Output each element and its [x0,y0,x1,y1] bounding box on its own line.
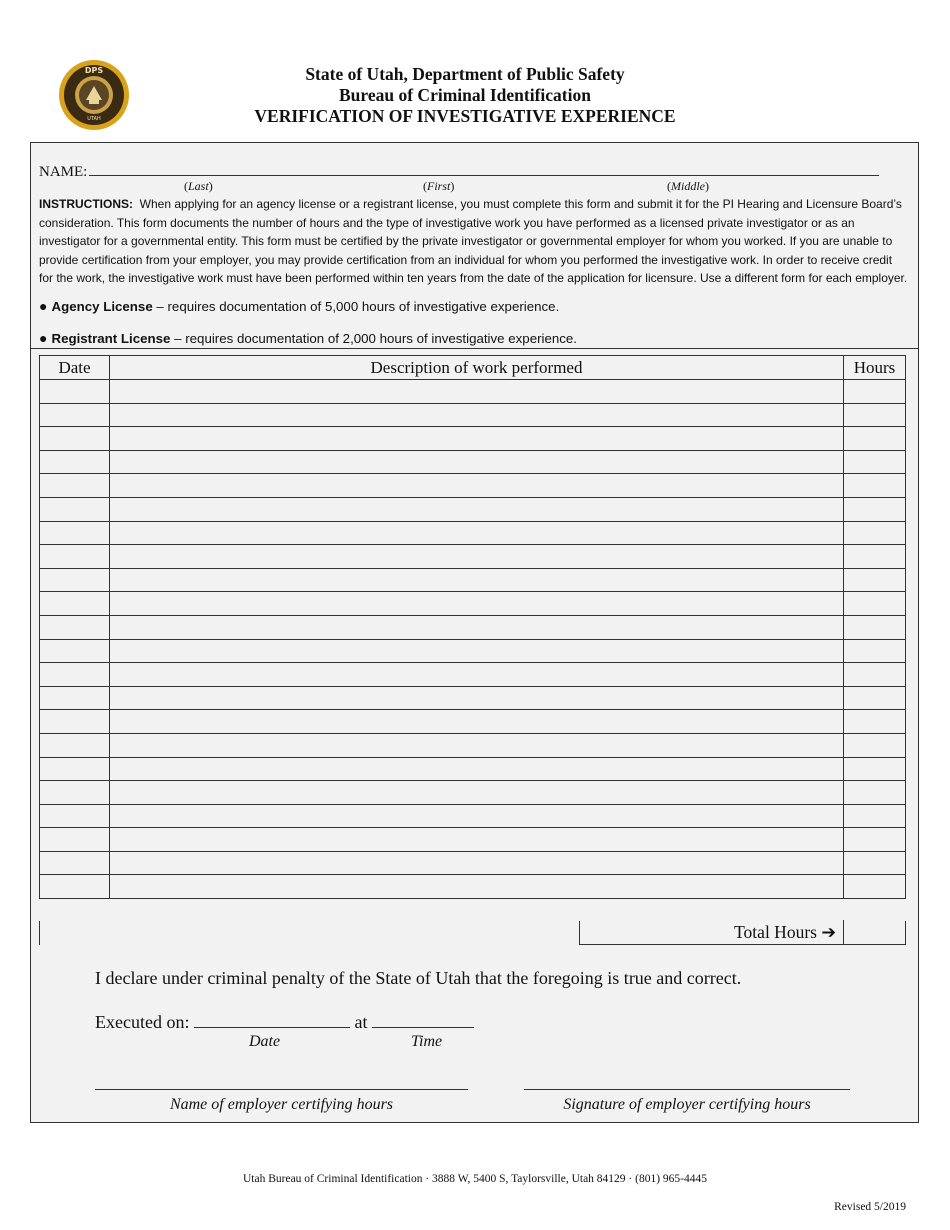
description-cell[interactable] [110,521,844,545]
at-label: at [354,1012,368,1032]
employer-name-line[interactable] [95,1089,468,1090]
description-cell[interactable] [110,474,844,498]
time-input-line[interactable] [372,1011,474,1028]
table-row [40,474,906,498]
work-log-table [39,355,906,899]
description-cell[interactable] [110,568,844,592]
registrant-license-name: Registrant License [51,331,171,346]
executed-on-row [95,1011,474,1033]
table-row [40,427,906,451]
date-cell[interactable] [40,663,110,687]
date-cell[interactable] [40,427,110,451]
employer-name-caption: Name of employer certifying hours [169,1096,394,1113]
table-row [40,521,906,545]
name-field-row [39,161,885,181]
hours-cell[interactable] [844,450,906,474]
table-row [40,828,906,852]
date-cell[interactable] [40,474,110,498]
date-cell[interactable] [40,592,110,616]
hours-cell[interactable] [844,851,906,875]
name-caption-first: (First) [423,179,455,193]
revision-date: Revised 5/2019 [834,1201,906,1213]
header-date: Date [40,356,110,380]
table-row [40,380,906,404]
date-cell[interactable] [40,615,110,639]
description-cell[interactable] [110,450,844,474]
description-cell[interactable] [110,710,844,734]
description-cell[interactable] [110,804,844,828]
table-row [40,592,906,616]
form-panel [30,142,919,1123]
date-cell[interactable] [40,686,110,710]
form-header [160,64,770,127]
registrant-license-text: – requires documentation of 2,000 hours of investigative experience. [170,331,577,346]
hours-cell[interactable] [844,497,906,521]
agency-license-item [39,298,899,315]
table-row [40,663,906,687]
description-cell[interactable] [110,592,844,616]
date-cell[interactable] [40,450,110,474]
instructions-label: INSTRUCTIONS: [39,197,133,211]
employer-signature-caption: Signature of employer certifying hours [563,1096,811,1113]
description-cell[interactable] [110,663,844,687]
hours-cell[interactable] [844,781,906,805]
description-cell[interactable] [110,497,844,521]
table-left-stub [39,921,40,945]
agency-license-name: Agency License [51,299,153,314]
work-log-body [40,380,906,899]
hours-cell[interactable] [844,615,906,639]
table-row [40,686,906,710]
date-cell[interactable] [40,781,110,805]
header-bureau: Bureau of Criminal Identification [339,85,591,105]
description-cell[interactable] [110,403,844,427]
date-cell[interactable] [40,851,110,875]
total-hours-input[interactable] [843,920,906,945]
table-row [40,733,906,757]
date-cell[interactable] [40,639,110,663]
table-row [40,804,906,828]
description-cell[interactable] [110,686,844,710]
description-cell[interactable] [110,545,844,569]
hours-cell[interactable] [844,568,906,592]
description-cell[interactable] [110,733,844,757]
table-row [40,497,906,521]
name-label: NAME: [39,164,88,180]
time-caption: Time [411,1033,443,1050]
section-divider [31,348,918,349]
registrant-license-item [39,330,899,347]
table-row [40,545,906,569]
date-caption: Date [249,1033,281,1050]
name-caption-middle: (Middle) [667,179,709,193]
name-input-line[interactable] [89,161,879,176]
hours-cell[interactable] [844,545,906,569]
instructions-paragraph [39,195,909,288]
hours-cell[interactable] [844,592,906,616]
table-row [40,781,906,805]
hours-cell[interactable] [844,380,906,404]
date-cell[interactable] [40,757,110,781]
description-cell[interactable] [110,851,844,875]
description-cell[interactable] [110,781,844,805]
date-cell[interactable] [40,380,110,404]
description-cell[interactable] [110,380,844,404]
header-agency: State of Utah, Department of Public Safety [305,64,625,84]
bullet-icon: ● [39,298,48,314]
table-row [40,875,906,899]
table-header-row [40,356,906,380]
description-cell[interactable] [110,757,844,781]
header-hours: Hours [844,356,906,380]
instructions-text: When applying for an agency license or a registrant license, you must complete this form and submit it for the PI Hearing and Licensure Board’s consideration. This form documents the number of hours and the type of investigative work you have performed as a licensed private investigator or as an investigator for a governmental entity. This form must be certified by the private investigator or governmental employer for whom you worked. If you are unable to provide certification from your employer, you may provide certification from an individual for whom you performed the investigative work. In order to receive credit for the work, the investigative work must have been performed within ten years from the date of the application for licensure. Use a different form for each employer. [39,197,908,286]
date-input-line[interactable] [194,1011,350,1028]
date-cell[interactable] [40,403,110,427]
table-row [40,403,906,427]
employer-signature-line[interactable] [524,1089,850,1090]
hours-cell[interactable] [844,710,906,734]
table-row [40,851,906,875]
hours-cell[interactable] [844,757,906,781]
date-cell[interactable] [40,521,110,545]
hours-cell[interactable] [844,733,906,757]
description-cell[interactable] [110,875,844,899]
description-cell[interactable] [110,427,844,451]
total-hours-row [579,921,906,945]
description-cell[interactable] [110,639,844,663]
hours-cell[interactable] [844,474,906,498]
hours-cell[interactable] [844,427,906,451]
dps-seal-logo [58,56,130,134]
declaration-statement: I declare under criminal penalty of the State of Utah that the foregoing is true and correct. [95,968,742,988]
name-caption-last: (Last) [184,179,213,193]
table-row [40,710,906,734]
date-cell[interactable] [40,497,110,521]
executed-on-label: Executed on: [95,1012,190,1032]
date-cell[interactable] [40,875,110,899]
hours-cell[interactable] [844,686,906,710]
total-hours-label: Total Hours ➔ [734,922,836,942]
table-row [40,568,906,592]
hours-cell[interactable] [844,403,906,427]
date-cell[interactable] [40,804,110,828]
agency-license-text: – requires documentation of 5,000 hours of investigative experience. [152,299,560,314]
date-cell[interactable] [40,828,110,852]
form-title: VERIFICATION OF INVESTIGATIVE EXPERIENCE [254,106,676,126]
svg-text:UTAH: UTAH [87,116,101,122]
date-cell[interactable] [40,568,110,592]
date-cell[interactable] [40,733,110,757]
description-cell[interactable] [110,615,844,639]
table-row [40,450,906,474]
hours-cell[interactable] [844,521,906,545]
hours-cell[interactable] [844,828,906,852]
hours-cell[interactable] [844,639,906,663]
hours-cell[interactable] [844,804,906,828]
description-cell[interactable] [110,828,844,852]
date-cell[interactable] [40,710,110,734]
footer-address: Utah Bureau of Criminal Identification · 3888 W, 5400 S, Taylorsville, Utah 84129 · (801) 965-4445 [242,1173,708,1185]
hours-cell[interactable] [844,875,906,899]
table-row [40,757,906,781]
date-cell[interactable] [40,545,110,569]
table-row [40,639,906,663]
table-row [40,615,906,639]
hours-cell[interactable] [844,663,906,687]
bullet-icon: ● [39,330,48,346]
header-description: Description of work performed [110,356,844,380]
svg-text:DPS: DPS [84,66,104,75]
